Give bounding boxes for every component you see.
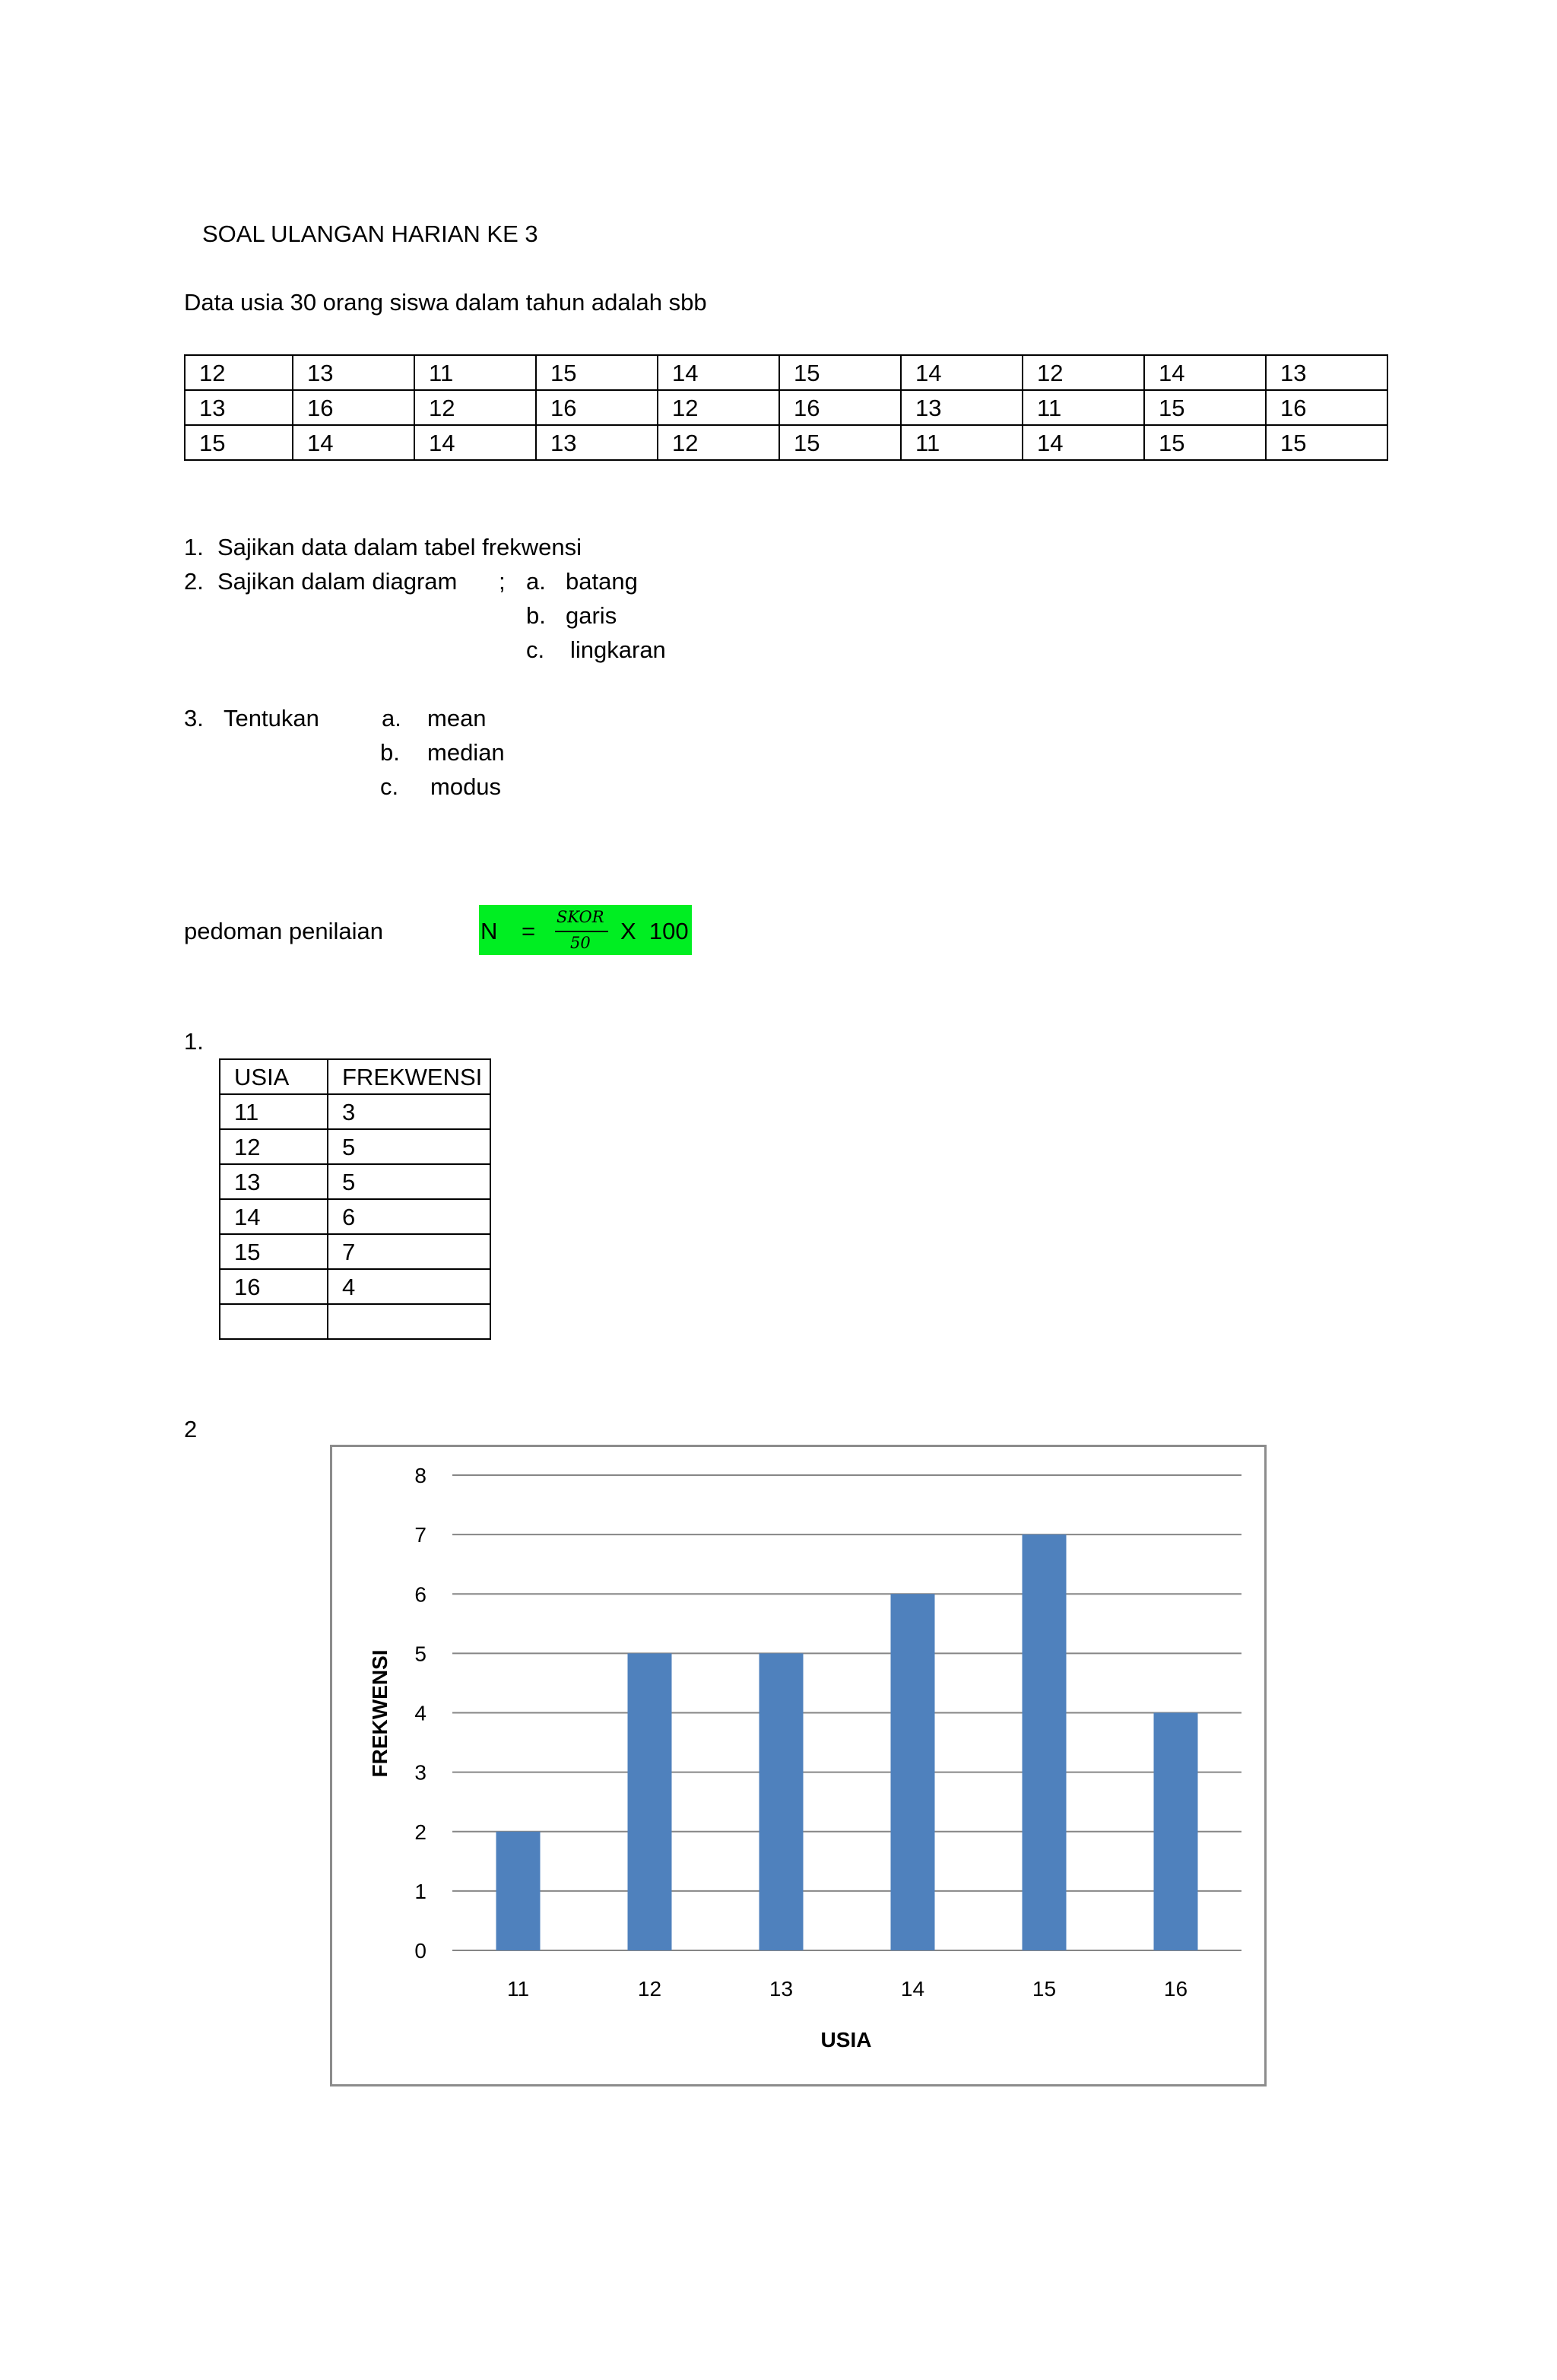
frekwensi-cell: 6 [328, 1199, 490, 1234]
raw-data-cell: 14 [293, 425, 414, 460]
question-3a-label: a. [382, 705, 401, 731]
raw-data-cell: 14 [414, 425, 536, 460]
raw-data-cell: 16 [779, 390, 901, 425]
frequency-header-row [220, 1059, 490, 1094]
x-axis-title: USIA [820, 2028, 872, 2052]
grading-formula [479, 905, 692, 955]
raw-data-cell: 11 [901, 425, 1023, 460]
raw-data-cell: 12 [1023, 355, 1144, 390]
x-tick-label: 11 [506, 1977, 530, 2001]
frekwensi-cell [328, 1304, 490, 1339]
formula-lhs: N [480, 918, 498, 944]
frekwensi-cell: 4 [328, 1269, 490, 1304]
y-tick-label: 3 [414, 1760, 427, 1785]
raw-data-cell: 15 [1144, 425, 1266, 460]
question-3a-text: mean [427, 705, 487, 731]
y-tick-label: 2 [414, 1820, 427, 1844]
raw-data-cell: 14 [658, 355, 779, 390]
question-3-text: Tentukan [224, 705, 319, 731]
raw-data-table [184, 354, 1388, 461]
raw-data-cell: 15 [1144, 390, 1266, 425]
question-2-number: 2. [184, 568, 204, 595]
formula-numerator: SKOR [557, 908, 604, 926]
frequency-row [220, 1164, 490, 1199]
question-3-number: 3. [184, 705, 204, 731]
question-3b-text: median [427, 739, 505, 766]
raw-data-cell: 12 [658, 390, 779, 425]
question-2c-label: c. [526, 636, 545, 663]
x-tick-label: 13 [769, 1977, 794, 2001]
usia-cell: 15 [220, 1234, 328, 1269]
question-3c-label: c. [380, 773, 399, 800]
bar [1154, 1713, 1198, 1951]
y-tick-label: 7 [414, 1523, 427, 1547]
frequency-row [220, 1234, 490, 1269]
grading-label: pedoman penilaian [184, 918, 383, 944]
formula-fraction-line [555, 931, 608, 932]
raw-data-cell: 11 [414, 355, 536, 390]
bar [759, 1653, 804, 1950]
x-tick-label: 14 [900, 1977, 925, 2001]
raw-data-cell: 15 [185, 425, 293, 460]
frekwensi-cell: 5 [328, 1164, 490, 1199]
frequency-row [220, 1094, 490, 1129]
usia-cell [220, 1304, 328, 1339]
x-tick-label: 15 [1032, 1977, 1057, 2001]
bar [891, 1594, 935, 1950]
frequency-row [220, 1199, 490, 1234]
raw-data-cell: 14 [1144, 355, 1266, 390]
y-tick-label: 6 [414, 1582, 427, 1607]
bar [496, 1832, 541, 1950]
raw-data-cell: 12 [658, 425, 779, 460]
bar-chart [330, 1445, 1267, 2086]
usia-cell: 14 [220, 1199, 328, 1234]
question-1-number: 1. [184, 534, 204, 560]
raw-data-cell: 15 [779, 425, 901, 460]
raw-data-cell: 13 [185, 390, 293, 425]
raw-data-cell: 13 [901, 390, 1023, 425]
frequency-table [219, 1058, 491, 1340]
formula-equals: = [522, 918, 536, 944]
raw-data-cell: 13 [293, 355, 414, 390]
page-title: SOAL ULANGAN HARIAN KE 3 [202, 221, 538, 247]
raw-data-cell: 12 [414, 390, 536, 425]
y-axis-title: FREKWENSI [368, 1649, 392, 1778]
frequency-row [220, 1304, 490, 1339]
raw-data-cell: 11 [1023, 390, 1144, 425]
raw-data-cell: 12 [185, 355, 293, 390]
intro-text: Data usia 30 orang siswa dalam tahun adalah sbb [184, 289, 707, 316]
usia-cell: 13 [220, 1164, 328, 1199]
question-2a-text: batang [566, 568, 638, 595]
raw-data-row [185, 425, 1387, 460]
question-1-text: Sajikan data dalam tabel frekwensi [217, 534, 582, 560]
raw-data-cell: 14 [1023, 425, 1144, 460]
frekwensi-cell: 3 [328, 1094, 490, 1129]
raw-data-cell: 14 [901, 355, 1023, 390]
usia-cell: 11 [220, 1094, 328, 1129]
raw-data-cell: 13 [1266, 355, 1387, 390]
bar-chart-svg [332, 1447, 1264, 2084]
y-tick-label: 5 [414, 1642, 427, 1666]
frekwensi-cell: 5 [328, 1129, 490, 1164]
y-tick-label: 8 [414, 1464, 427, 1487]
x-tick-label: 12 [637, 1977, 662, 2001]
raw-data-cell: 15 [536, 355, 658, 390]
header-usia: USIA [220, 1059, 328, 1094]
answer-1-number: 1. [184, 1028, 204, 1055]
question-2b-text: garis [566, 602, 617, 629]
raw-data-cell: 16 [536, 390, 658, 425]
raw-data-cell: 16 [1266, 390, 1387, 425]
bar [1023, 1534, 1067, 1950]
question-3c-text: modus [430, 773, 502, 800]
x-tick-label: 16 [1163, 1977, 1188, 2001]
y-tick-label: 1 [414, 1879, 427, 1903]
raw-data-row [185, 355, 1387, 390]
question-2c-text: lingkaran [570, 636, 666, 663]
formula-denominator: 50 [570, 934, 591, 952]
y-tick-label: 4 [414, 1701, 427, 1725]
bar [628, 1653, 672, 1950]
question-2-separator: ; [499, 568, 506, 595]
frequency-row [220, 1129, 490, 1164]
question-2b-label: b. [526, 602, 546, 629]
raw-data-cell: 15 [1266, 425, 1387, 460]
answer-2-number: 2 [184, 1416, 198, 1442]
frequency-row [220, 1269, 490, 1304]
formula-multiplier: X 100 [620, 918, 689, 944]
raw-data-row [185, 390, 1387, 425]
header-frekwensi: FREKWENSI [328, 1059, 490, 1094]
raw-data-cell: 13 [536, 425, 658, 460]
frekwensi-cell: 7 [328, 1234, 490, 1269]
y-tick-label: 0 [414, 1939, 427, 1963]
question-2-text: Sajikan dalam diagram [217, 568, 458, 595]
usia-cell: 16 [220, 1269, 328, 1304]
raw-data-cell: 15 [779, 355, 901, 390]
usia-cell: 12 [220, 1129, 328, 1164]
raw-data-cell: 16 [293, 390, 414, 425]
question-3b-label: b. [380, 739, 400, 766]
question-2a-label: a. [526, 568, 546, 595]
